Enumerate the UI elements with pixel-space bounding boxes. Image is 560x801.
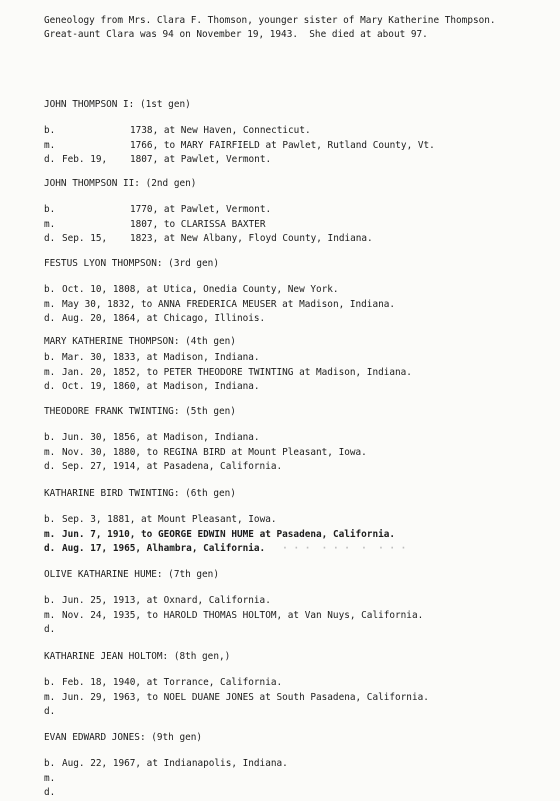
entry-text: 1823, at New Albany, Floyd County, Indiana. — [130, 233, 373, 245]
marriage-entry — [44, 528, 406, 543]
entry-code: m. — [44, 528, 56, 540]
entry-code: b. — [44, 595, 56, 606]
entry-code: b. — [44, 758, 56, 769]
entry-text-value: 1832, to ANNA FREDERICA MEUSER at Madison, Indiana. — [107, 298, 396, 310]
entry-text-value: 1914, at Pasadena, California. — [112, 461, 283, 473]
generation-section — [44, 98, 435, 168]
entry-date: Aug. 20, — [62, 313, 108, 325]
faded-typing-mark: · · · · · · · · · · — [265, 543, 407, 555]
entry-text — [107, 757, 288, 772]
entry-text-value: 1881, at Mount Pleasant, Iowa. — [107, 514, 277, 525]
entry-text-value: 1856, at Madison, Indiana. — [112, 432, 260, 443]
entry-list — [44, 757, 288, 801]
entry-text: 1738, at New Haven, Connecticut. — [130, 125, 311, 136]
generation-section — [44, 257, 395, 327]
entry-text — [107, 446, 367, 461]
entry-code: m. — [44, 139, 56, 151]
entry-text-value: 1963, to NOEL DUANE JONES at South Pasadena, California. — [112, 691, 429, 703]
entry-text — [107, 366, 412, 381]
entry-code: d. — [44, 624, 56, 636]
entry-list — [44, 431, 367, 475]
marriage-entry — [44, 609, 423, 624]
entry-text: 1807, to CLARISSA BAXTER — [130, 218, 266, 230]
death-entry — [44, 623, 423, 638]
entry-text-value: 1808, at Utica, Onedia County, New York. — [112, 284, 339, 295]
generation-section — [44, 487, 406, 557]
entry-date — [62, 139, 130, 154]
entry-date — [62, 124, 130, 139]
birth-entry — [44, 203, 373, 218]
entry-list — [44, 513, 406, 557]
entry-date: Sep. 27, — [62, 461, 108, 473]
marriage-entry — [44, 298, 395, 313]
entry-code: d. — [44, 461, 56, 473]
birth-entry — [44, 594, 423, 609]
entry-code: m. — [44, 298, 56, 310]
entry-date: Jun. 7, — [62, 528, 102, 540]
entry-code: m. — [44, 691, 56, 703]
entry-date: Aug. 17, — [62, 543, 108, 555]
birth-entry — [44, 124, 435, 139]
entry-text — [107, 351, 259, 366]
entry-code: m. — [44, 446, 56, 458]
entry-date: Sep. 15, — [62, 233, 108, 245]
entry-text — [102, 298, 396, 313]
entry-code: b. — [44, 284, 56, 295]
entry-date: Mar. 30, — [62, 352, 108, 363]
entry-text — [102, 528, 396, 543]
entry-list — [44, 203, 373, 247]
entry-text-value: 1940, at Torrance, California. — [112, 677, 283, 688]
entry-code: b. — [44, 352, 56, 363]
entry-code: m. — [44, 366, 56, 378]
entry-text — [102, 513, 277, 528]
entry-text: 1807, at Pawlet, Vermont. — [130, 154, 272, 166]
entry-date: Jan. 20, — [62, 366, 108, 378]
entry-text-value: 1833, at Madison, Indiana. — [112, 352, 260, 363]
marriage-entry — [44, 218, 373, 233]
entry-code: b. — [44, 125, 56, 136]
entry-date: Oct. 10, — [62, 284, 108, 295]
entry-code: d. — [44, 233, 56, 245]
generation-heading: THEODORE FRANK TWINTING: (5th gen) — [44, 406, 236, 417]
entry-code: m. — [44, 609, 56, 621]
entry-text — [107, 609, 423, 624]
entry-code: m. — [44, 218, 56, 230]
entry-code: b. — [44, 204, 56, 215]
entry-text — [107, 594, 271, 609]
entry-text-value: 1860, at Madison, Indiana. — [112, 381, 260, 393]
marriage-entry — [44, 446, 367, 461]
entry-text — [107, 542, 265, 557]
birth-entry — [44, 431, 367, 446]
generation-heading: MARY KATHERINE THOMPSON: (4th gen) — [44, 336, 236, 347]
generation-heading: OLIVE KATHARINE HUME: (7th gen) — [44, 569, 219, 580]
entry-date: Oct. 19, — [62, 381, 108, 393]
generation-heading: JOHN THOMPSON II: (2nd gen) — [44, 178, 197, 189]
entry-text-value: 1880, to REGINA BIRD at Mount Pleasant, Iowa. — [112, 446, 367, 458]
entry-list — [44, 594, 423, 638]
generation-heading: EVAN EDWARD JONES: (9th gen) — [44, 732, 203, 743]
entry-code: m. — [44, 772, 56, 784]
entry-text-value: 1967, at Indianapolis, Indiana. — [112, 758, 288, 769]
entry-date: Jun. 29, — [62, 691, 108, 703]
entry-code: d. — [44, 543, 56, 555]
death-entry — [44, 460, 367, 475]
entry-text — [107, 431, 259, 446]
entry-code: b. — [44, 514, 56, 525]
entry-date: Feb. 18, — [62, 677, 108, 688]
generation-heading: FESTUS LYON THOMPSON: (3rd gen) — [44, 258, 219, 269]
birth-entry — [44, 513, 406, 528]
death-entry — [44, 312, 395, 327]
birth-entry — [44, 676, 429, 691]
marriage-entry — [44, 366, 412, 381]
entry-date: Sep. 3, — [62, 514, 102, 525]
intro-line: Great-aunt Clara was 94 on November 19, 1943. She died at about 97. — [44, 29, 428, 40]
marriage-entry — [44, 139, 435, 154]
entry-code: d. — [44, 154, 56, 166]
entry-date — [62, 203, 130, 218]
entry-date: Feb. 19, — [62, 154, 108, 166]
entry-text: 1766, to MARY FAIRFIELD at Pawlet, Rutland County, Vt. — [130, 139, 435, 151]
entry-text-value: 1913, at Oxnard, California. — [112, 595, 271, 606]
entry-text — [107, 380, 259, 395]
entry-text — [107, 676, 282, 691]
generation-section — [44, 568, 423, 638]
death-entry — [44, 153, 435, 168]
intro-paragraph — [44, 14, 496, 42]
marriage-entry — [44, 772, 288, 787]
birth-entry — [44, 351, 412, 366]
generation-section — [44, 650, 429, 720]
entry-list — [44, 283, 395, 327]
entry-code: b. — [44, 677, 56, 688]
entry-text: 1770, at Pawlet, Vermont. — [130, 204, 272, 215]
entry-date: Nov. 30, — [62, 446, 108, 458]
generation-heading: KATHARINE JEAN HOLTOM: (8th gen,) — [44, 651, 231, 662]
entry-text — [107, 691, 429, 706]
entry-date: Nov. 24, — [62, 609, 108, 621]
marriage-entry — [44, 691, 429, 706]
entry-text-value: 1910, to GEORGE EDWIN HUME at Pasadena, California. — [107, 528, 396, 540]
entry-text-value: 1852, to PETER THEODORE TWINTING at Madison, Indiana. — [112, 366, 412, 378]
entry-text-value: 1864, at Chicago, Illinois. — [112, 313, 266, 325]
entry-code: d. — [44, 706, 56, 718]
death-entry — [44, 542, 406, 557]
generation-section — [44, 335, 412, 395]
birth-entry — [44, 283, 395, 298]
entry-text — [107, 283, 338, 298]
entry-date: Aug. 22, — [62, 758, 108, 769]
entry-list — [44, 351, 412, 395]
entry-date: May 30, — [62, 298, 102, 310]
death-entry — [44, 786, 288, 801]
entry-code: d. — [44, 313, 56, 325]
entry-text-value: 1935, to HAROLD THOMAS HOLTOM, at Van Nuys, California. — [112, 609, 424, 621]
entry-code: d. — [44, 381, 56, 393]
generation-section — [44, 405, 367, 475]
death-entry — [44, 380, 412, 395]
death-entry — [44, 232, 373, 247]
entry-date: Jun. 25, — [62, 595, 108, 606]
entry-date — [62, 218, 130, 233]
entry-text — [107, 460, 282, 475]
entry-text-value: 1965, Alhambra, California. — [112, 543, 266, 555]
generation-heading: KATHARINE BIRD TWINTING: (6th gen) — [44, 488, 236, 499]
generation-heading: JOHN THOMPSON I: (1st gen) — [44, 99, 191, 110]
entry-list — [44, 124, 435, 168]
entry-code: b. — [44, 432, 56, 443]
generation-section — [44, 731, 288, 801]
entry-date: Jun. 30, — [62, 432, 108, 443]
entry-code: d. — [44, 787, 56, 799]
intro-line: Geneology from Mrs. Clara F. Thomson, younger sister of Mary Katherine Thompson. — [44, 15, 496, 26]
entry-text — [107, 312, 265, 327]
generation-section — [44, 177, 373, 247]
birth-entry — [44, 757, 288, 772]
entry-list — [44, 676, 429, 720]
death-entry — [44, 705, 429, 720]
